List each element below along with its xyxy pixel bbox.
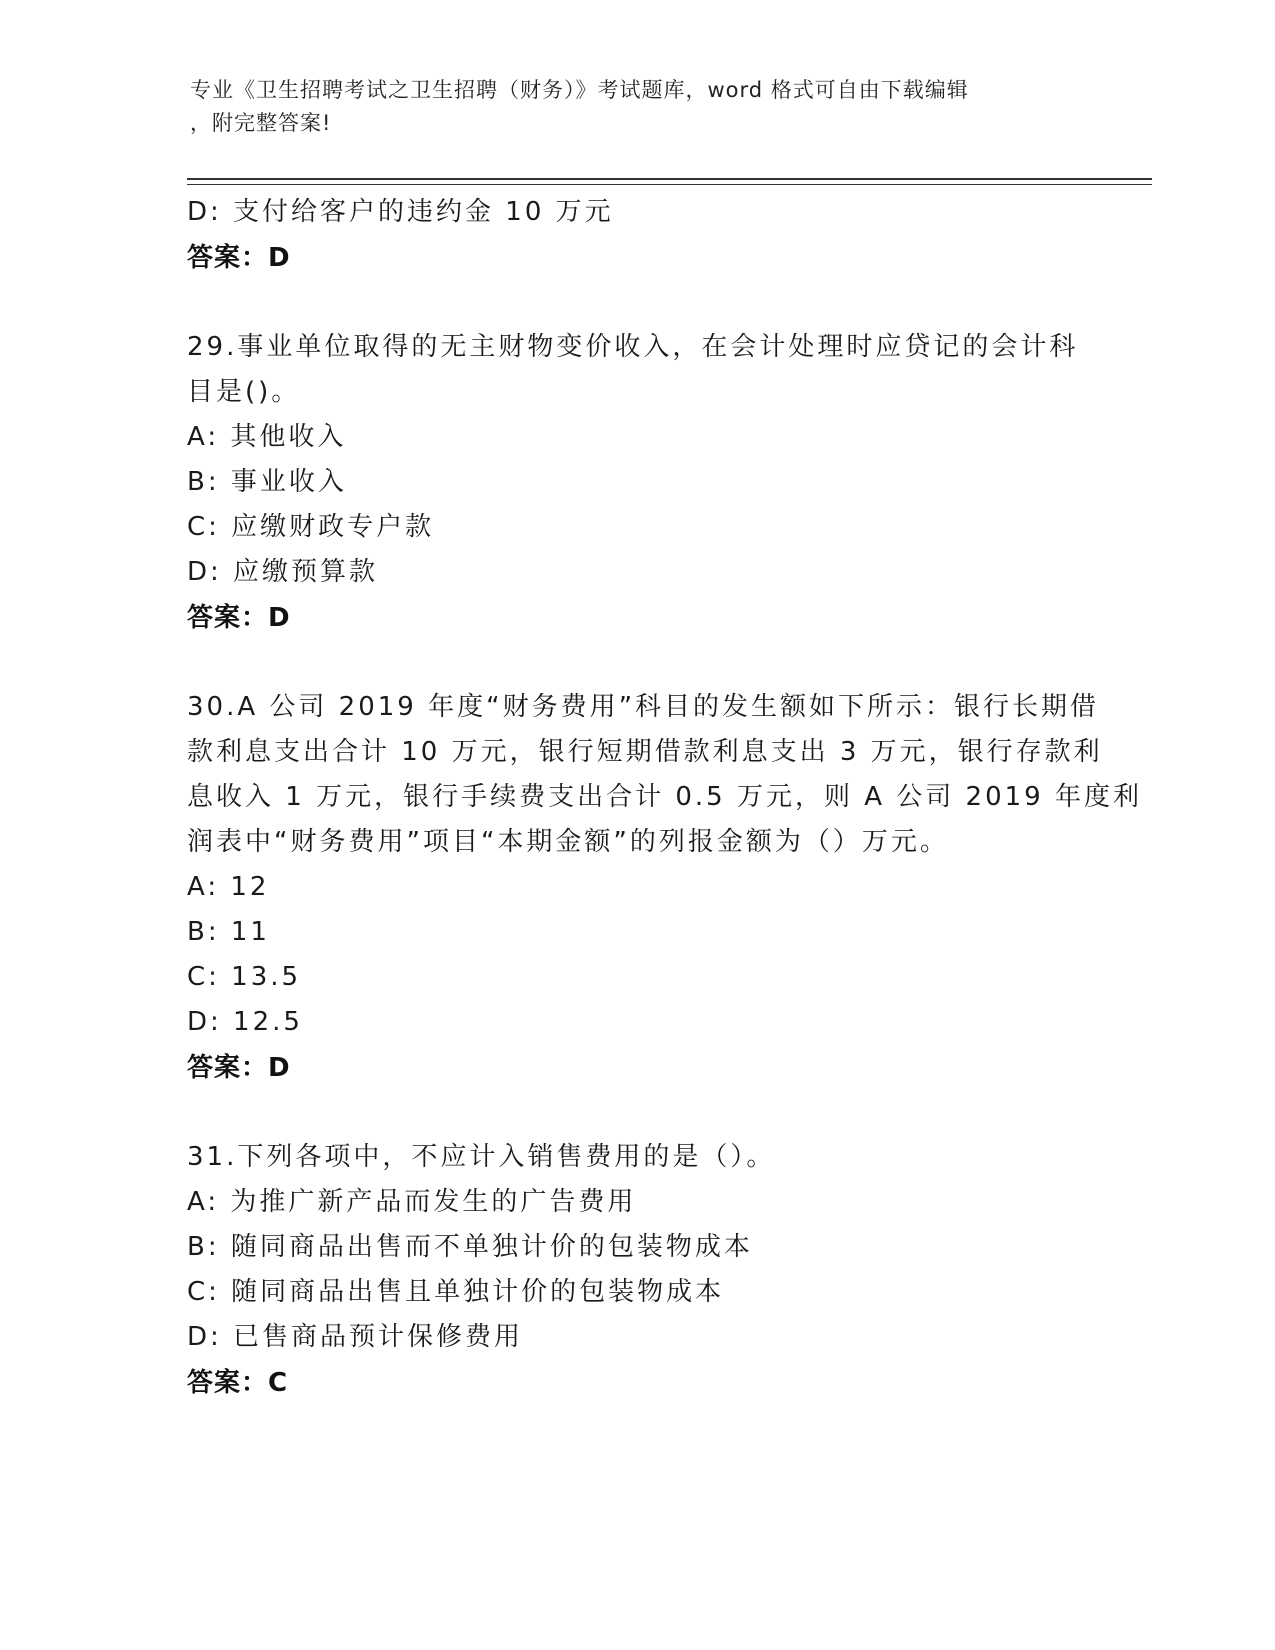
question-stem-line: 31.下列各项中，不应计入销售费用的是（）。 <box>187 1142 776 1172</box>
option-a: A: 为推广新产品而发生的广告费用 <box>187 1187 637 1217</box>
spacer <box>187 281 1087 325</box>
answer-line: 答案：D <box>187 243 291 273</box>
header-line-1: 专业《卫生招聘考试之卫生招聘（财务）》考试题库，word 格式可自由下载编辑 <box>190 78 969 102</box>
option-b: B: 随同商品出售而不单独计价的包装物成本 <box>187 1232 753 1262</box>
option-b: B: 11 <box>187 917 270 947</box>
option-a: A: 12 <box>187 872 270 902</box>
answer-line: 答案：C <box>187 1368 289 1398</box>
option-c: C: 应缴财政专户款 <box>187 512 435 542</box>
option-d: D: 12.5 <box>187 1007 303 1037</box>
question-30 <box>187 685 1142 1091</box>
spacer <box>187 641 1087 685</box>
answer-line: 答案：D <box>187 603 291 633</box>
answer-line: 答案：D <box>187 1053 291 1083</box>
option-c: C: 13.5 <box>187 962 302 992</box>
question-stem-line: 29.事业单位取得的无主财物变价收入，在会计处理时应贷记的会计科 <box>187 332 1079 362</box>
option-d: D: 支付给客户的违约金 10 万元 <box>187 197 614 227</box>
option-d: D: 应缴预算款 <box>187 557 379 587</box>
document-body <box>187 190 1142 1406</box>
header-line-2: ，附完整答案! <box>190 111 332 135</box>
question-stem-line: 款利息支出合计 10 万元，银行短期借款利息支出 3 万元，银行存款利 <box>187 737 1103 767</box>
document-header <box>190 74 1070 140</box>
spacer <box>187 1091 1087 1135</box>
option-b: B: 事业收入 <box>187 467 347 497</box>
header-divider-thick <box>187 178 1152 180</box>
question-stem-line: 目是()。 <box>187 377 301 407</box>
option-a: A: 其他收入 <box>187 422 347 452</box>
question-stem-line: 息收入 1 万元，银行手续费支出合计 0.5 万元，则 A 公司 2019 年度利 <box>187 782 1142 812</box>
question-28-tail <box>187 190 1087 281</box>
question-stem-line: 30.A 公司 2019 年度“财务费用”科目的发生额如下所示：银行长期借 <box>187 692 1100 722</box>
question-29 <box>187 325 1087 641</box>
question-31 <box>187 1135 1087 1406</box>
question-stem-line: 润表中“财务费用”项目“本期金额”的列报金额为（）万元。 <box>187 827 949 857</box>
option-c: C: 随同商品出售且单独计价的包装物成本 <box>187 1277 725 1307</box>
header-divider-thin <box>187 184 1152 185</box>
option-d: D: 已售商品预计保修费用 <box>187 1322 524 1352</box>
